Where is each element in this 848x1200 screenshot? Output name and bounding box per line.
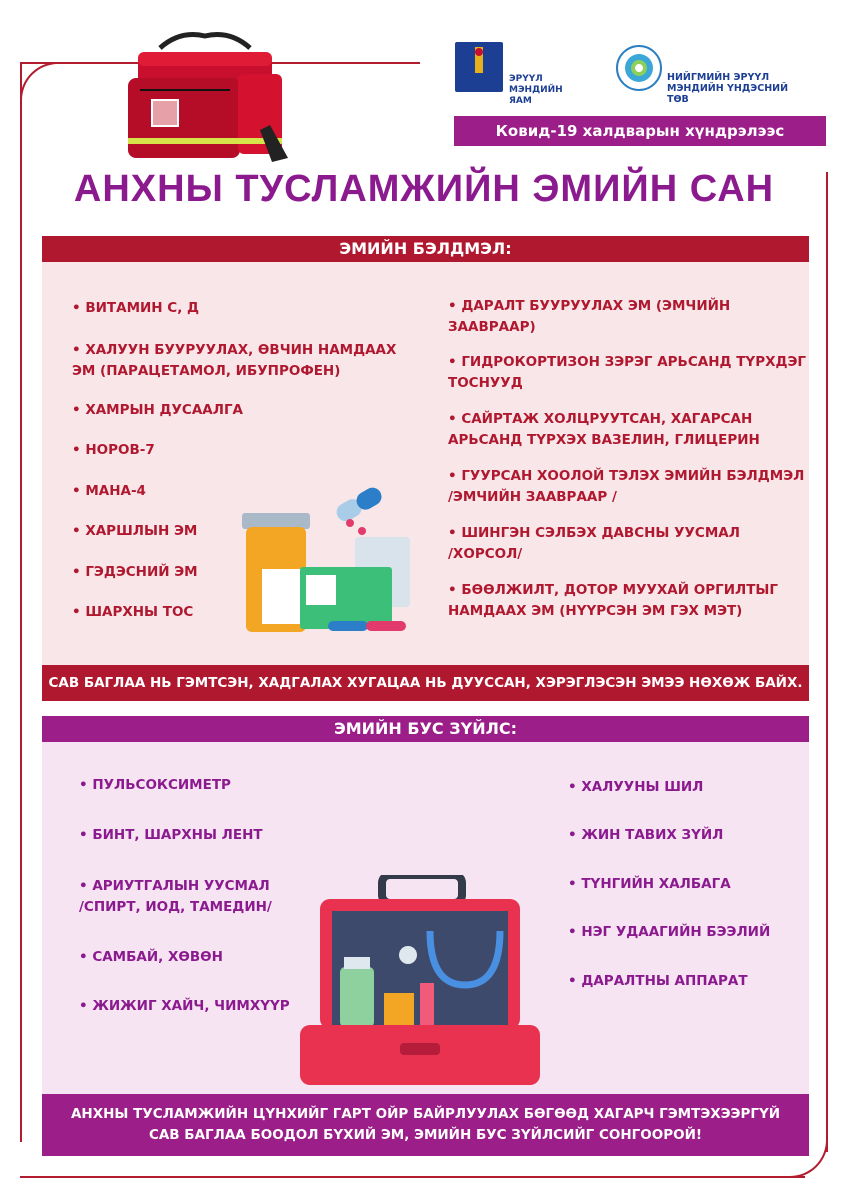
medicine-heading: ЭМИЙН БЭЛДМЭЛ: — [42, 236, 809, 262]
list-item — [448, 296, 730, 338]
list-item — [448, 523, 740, 565]
first-aid-bag-image — [120, 30, 290, 165]
list-item-line: • ПУЛЬСОКСИМЕТР — [79, 777, 231, 793]
medicine-footer-note: САВ БАГЛАА НЬ ГЭМТСЭН, ХАДГАЛАХ ХУГАЦАА НЬ ДУУССАН, ХЭРЭГЛЭСЭН ЭМЭЭ НӨХӨЖ БАЙХ. — [42, 665, 809, 701]
list-item-line: • ЖИН ТАВИХ ЗҮЙЛ — [568, 827, 724, 843]
list-item-line: • ГИДРОКОРТИЗОН ЗЭРЭГ АРЬСАНД ТҮРХДЭГ — [448, 354, 807, 370]
list-item-line: /ХОРСОЛ/ — [448, 546, 523, 562]
list-item — [448, 352, 806, 394]
list-item — [79, 825, 263, 846]
list-item — [448, 409, 760, 451]
list-item — [568, 971, 748, 992]
list-item-line: • НОРОВ-7 — [72, 442, 155, 458]
medical-kit-image — [300, 875, 540, 1085]
list-item — [72, 481, 146, 502]
list-item-line: • ТҮНГИЙН ХАЛБАГА — [568, 876, 731, 892]
list-item-line: • ХАМРЫН ДУСААЛГА — [72, 402, 243, 418]
list-item-line: • НЭГ УДААГИЙН БЭЭЛИЙ — [568, 924, 771, 940]
ministry-name: ЭРҮҮЛ МЭНДИЙН ЯАМ — [509, 74, 563, 106]
frame-corner-top-left — [20, 62, 62, 104]
list-item-line: • ЖИЖИГ ХАЙЧ, ЧИМХҮҮР — [79, 998, 290, 1014]
list-item-line: • ДАРАЛТНЫ АППАРАТ — [568, 973, 748, 989]
list-item-line: /СПИРТ, ИОД, ТАМЕДИН/ — [79, 899, 272, 915]
list-item — [79, 876, 272, 918]
list-item — [568, 922, 770, 943]
footer-line-1: АНХНЫ ТУСЛАМЖИЙН ЦҮНХИЙГ ГАРТ ОЙР БАЙРЛУУЛАХ БӨГӨӨД ХАГАРЧ ГЭМТЭХЭЭРГҮЙ — [70, 1106, 781, 1122]
list-item-line: • ХАРШЛЫН ЭМ — [72, 523, 198, 539]
list-item-line: • МАНА-4 — [72, 483, 146, 499]
list-item — [72, 521, 197, 542]
list-item — [568, 825, 723, 846]
list-item-line: • ДАРАЛТ БУУРУУЛАХ ЭМ (ЭМЧИЙН — [448, 298, 731, 314]
center-name: НИЙГМИЙН ЭРҮҮЛ МЭНДИЙН ҮНДЭСНИЙ ТӨВ — [667, 72, 789, 105]
government-logo — [455, 42, 503, 92]
list-item — [568, 777, 703, 798]
soyombo-icon — [455, 42, 503, 76]
list-item — [448, 466, 804, 508]
list-item-line: • ГУУРСАН ХООЛОЙ ТЭЛЭХ ЭМИЙН БЭЛДМЭЛ — [448, 468, 805, 484]
list-item — [72, 440, 155, 461]
list-item — [79, 775, 231, 796]
public-health-center-logo — [615, 44, 663, 92]
list-item-line: • САМБАЙ, ХӨВӨН — [79, 949, 223, 965]
list-item-line: ЗААВРААР) — [448, 319, 536, 335]
list-item-line: НАМДААХ ЭМ (НҮҮРСЭН ЭМ ГЭХ МЭТ) — [448, 603, 743, 619]
non-medicine-footer-note — [42, 1094, 809, 1156]
covid-banner: Ковид-19 халдварын хүндрэлээс сэргийлье! — [454, 116, 826, 146]
medicine-bottles-image — [240, 485, 415, 635]
list-item — [448, 580, 778, 622]
list-item — [72, 340, 396, 382]
list-item-line: • ШАРХНЫ ТОС — [72, 604, 194, 620]
list-item — [79, 947, 223, 968]
frame-line-right — [826, 172, 828, 1152]
list-item-line: ТОСНУУД — [448, 375, 523, 391]
page-title: АНХНЫ ТУСЛАМЖИЙН ЭМИЙН САН — [73, 168, 775, 210]
non-medicine-heading: ЭМИЙН БУС ЗҮЙЛС: — [42, 716, 809, 742]
frame-line-left — [20, 62, 22, 1142]
list-item-line: • ХАЛУУН БУУРУУЛАХ, ӨВЧИН НАМДААХ — [72, 342, 397, 358]
list-item-line: • ХАЛУУНЫ ШИЛ — [568, 779, 704, 795]
footer-line-2: САВ БАГЛАА БООДОЛ БҮХИЙ ЭМ, ЭМИЙН БУС ЗҮЙЛСИЙГ СОНГООРОЙ! — [148, 1127, 703, 1143]
list-item — [72, 562, 198, 583]
frame-line-bottom — [20, 1176, 805, 1178]
list-item-line: /ЭМЧИЙН ЗААВРААР / — [448, 489, 617, 505]
list-item-line: • САЙРТАЖ ХОЛЦРУУТСАН, ХАГАРСАН — [448, 411, 753, 427]
list-item-line: • БӨӨЛЖИЛТ, ДОТОР МУУХАЙ ОРГИЛТЫГ — [448, 582, 779, 598]
list-item-line: АРЬСАНД ТҮРХЭХ ВАЗЕЛИН, ГЛИЦЕРИН — [448, 432, 760, 448]
list-item-line: • АРИУТГАЛЫН УУСМАЛ — [79, 878, 270, 894]
list-item-line: • ШИНГЭН СЭЛБЭХ ДАВСНЫ УУСМАЛ — [448, 525, 740, 541]
list-item-line: • БИНТ, ШАРХНЫ ЛЕНТ — [79, 827, 263, 843]
list-item-line: • ГЭДЭСНИЙ ЭМ — [72, 564, 198, 580]
list-item — [568, 874, 731, 895]
list-item — [79, 996, 290, 1017]
list-item — [72, 298, 199, 319]
list-item — [72, 400, 243, 421]
list-item-line: ЭМ (ПАРАЦЕТАМОЛ, ИБУПРОФЕН) — [72, 363, 341, 379]
list-item-line: • ВИТАМИН С, Д — [72, 300, 200, 316]
list-item — [72, 602, 193, 623]
